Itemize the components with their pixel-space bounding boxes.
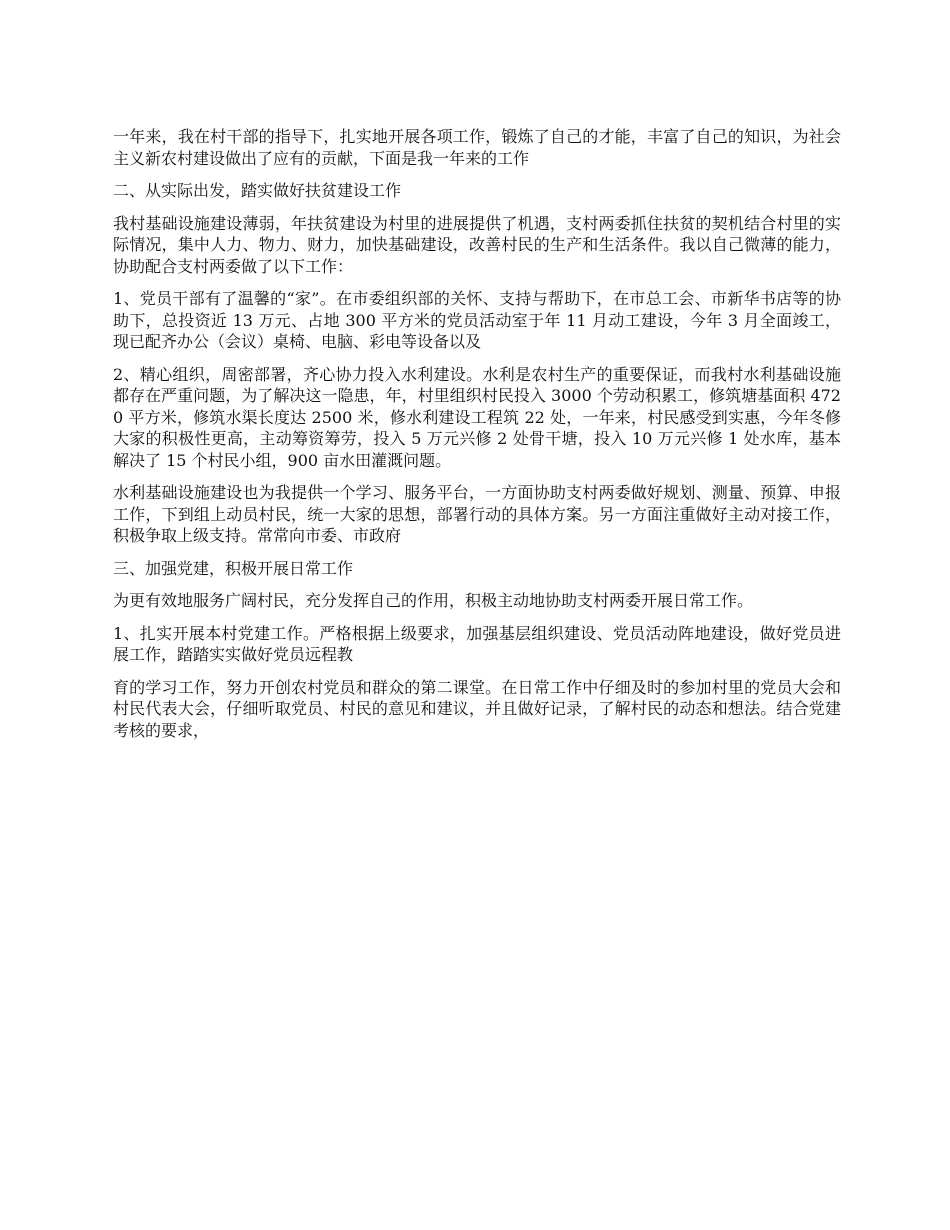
paragraph-infrastructure: 我村基础设施建设薄弱，年扶贫建设为村里的进展提供了机遇，支村两委抓住扶贫的契机结合村里的实际情况，集中人力、物力、财力，加快基础建设，改善村民的生产和生活条件。我以自己微薄的能力，协助配合支村两委做了以下工作： [113, 213, 841, 276]
paragraph-party-home: 1、党员干部有了温馨的“家”。在市委组织部的关怀、支持与帮助下，在市总工会、市新华书店等的协助下，总投资近 13 万元、占地 300 平方米的党员活动室于年 11 月动工建设，今年 3 月全面竣工，现已配齐办公（会议）桌椅、电脑、彩电等设备以及 [113, 289, 841, 351]
paragraph-water-conservancy: 2、精心组织，周密部署，齐心协力投入水利建设。水利是农村生产的重要保证，而我村水利基础设施都存在严重问题，为了解决这一隐患，年，村里组织村民投入 3000 个劳动积累工，修筑塘基面积 4720 平方米，修筑水渠长度达 2500 米，修水利建设工程筑 22 处，一年来，村民感受到实惠，今年冬修大家的积极性更高，主动筹资筹劳，投入 5 万元兴修 2 处骨干塘，投入 10 万元兴修 1 处水库，基本解决了 15 个村民小组，900 亩水田灌溉问题。 [113, 364, 841, 470]
paragraph-education: 育的学习工作，努力开创农村党员和群众的第二课堂。在日常工作中仔细及时的参加村里的党员大会和村民代表大会，仔细听取党员、村民的意见和建议，并且做好记录，了解村民的动态和想法。结合党建考核的要求， [113, 677, 841, 740]
document-body [113, 126, 841, 752]
paragraph-party-work: 1、扎实开展本村党建工作。严格根据上级要求，加强基层组织建设、党员活动阵地建设，做好党员进展工作，踏踏实实做好党员远程教 [113, 623, 841, 664]
section-heading-poverty: 二、从实际出发，踏实做好扶贫建设工作 [113, 181, 402, 200]
section-heading-party-building: 三、加强党建，积极开展日常工作 [113, 558, 354, 578]
paragraph-learning-platform: 水利基础设施建设也为我提供一个学习、服务平台，一方面协助支村两委做好规划、测量、预算、申报工作，下到组上动员村民，统一大家的思想，部署行动的具体方案。另一方面注重做好主动对接工作，积极争取上级支持。常常向市委、市政府 [113, 483, 841, 545]
paragraph-intro: 一年来，我在村干部的指导下，扎实地开展各项工作，锻炼了自己的才能，丰富了自己的知识，为社会主义新农村建设做出了应有的贡献，下面是我一年来的工作 [113, 127, 841, 168]
paragraph-serve-villagers: 为更有效地服务广阔村民，充分发挥自己的作用，积极主动地协助支村两委开展日常工作。 [113, 591, 754, 610]
